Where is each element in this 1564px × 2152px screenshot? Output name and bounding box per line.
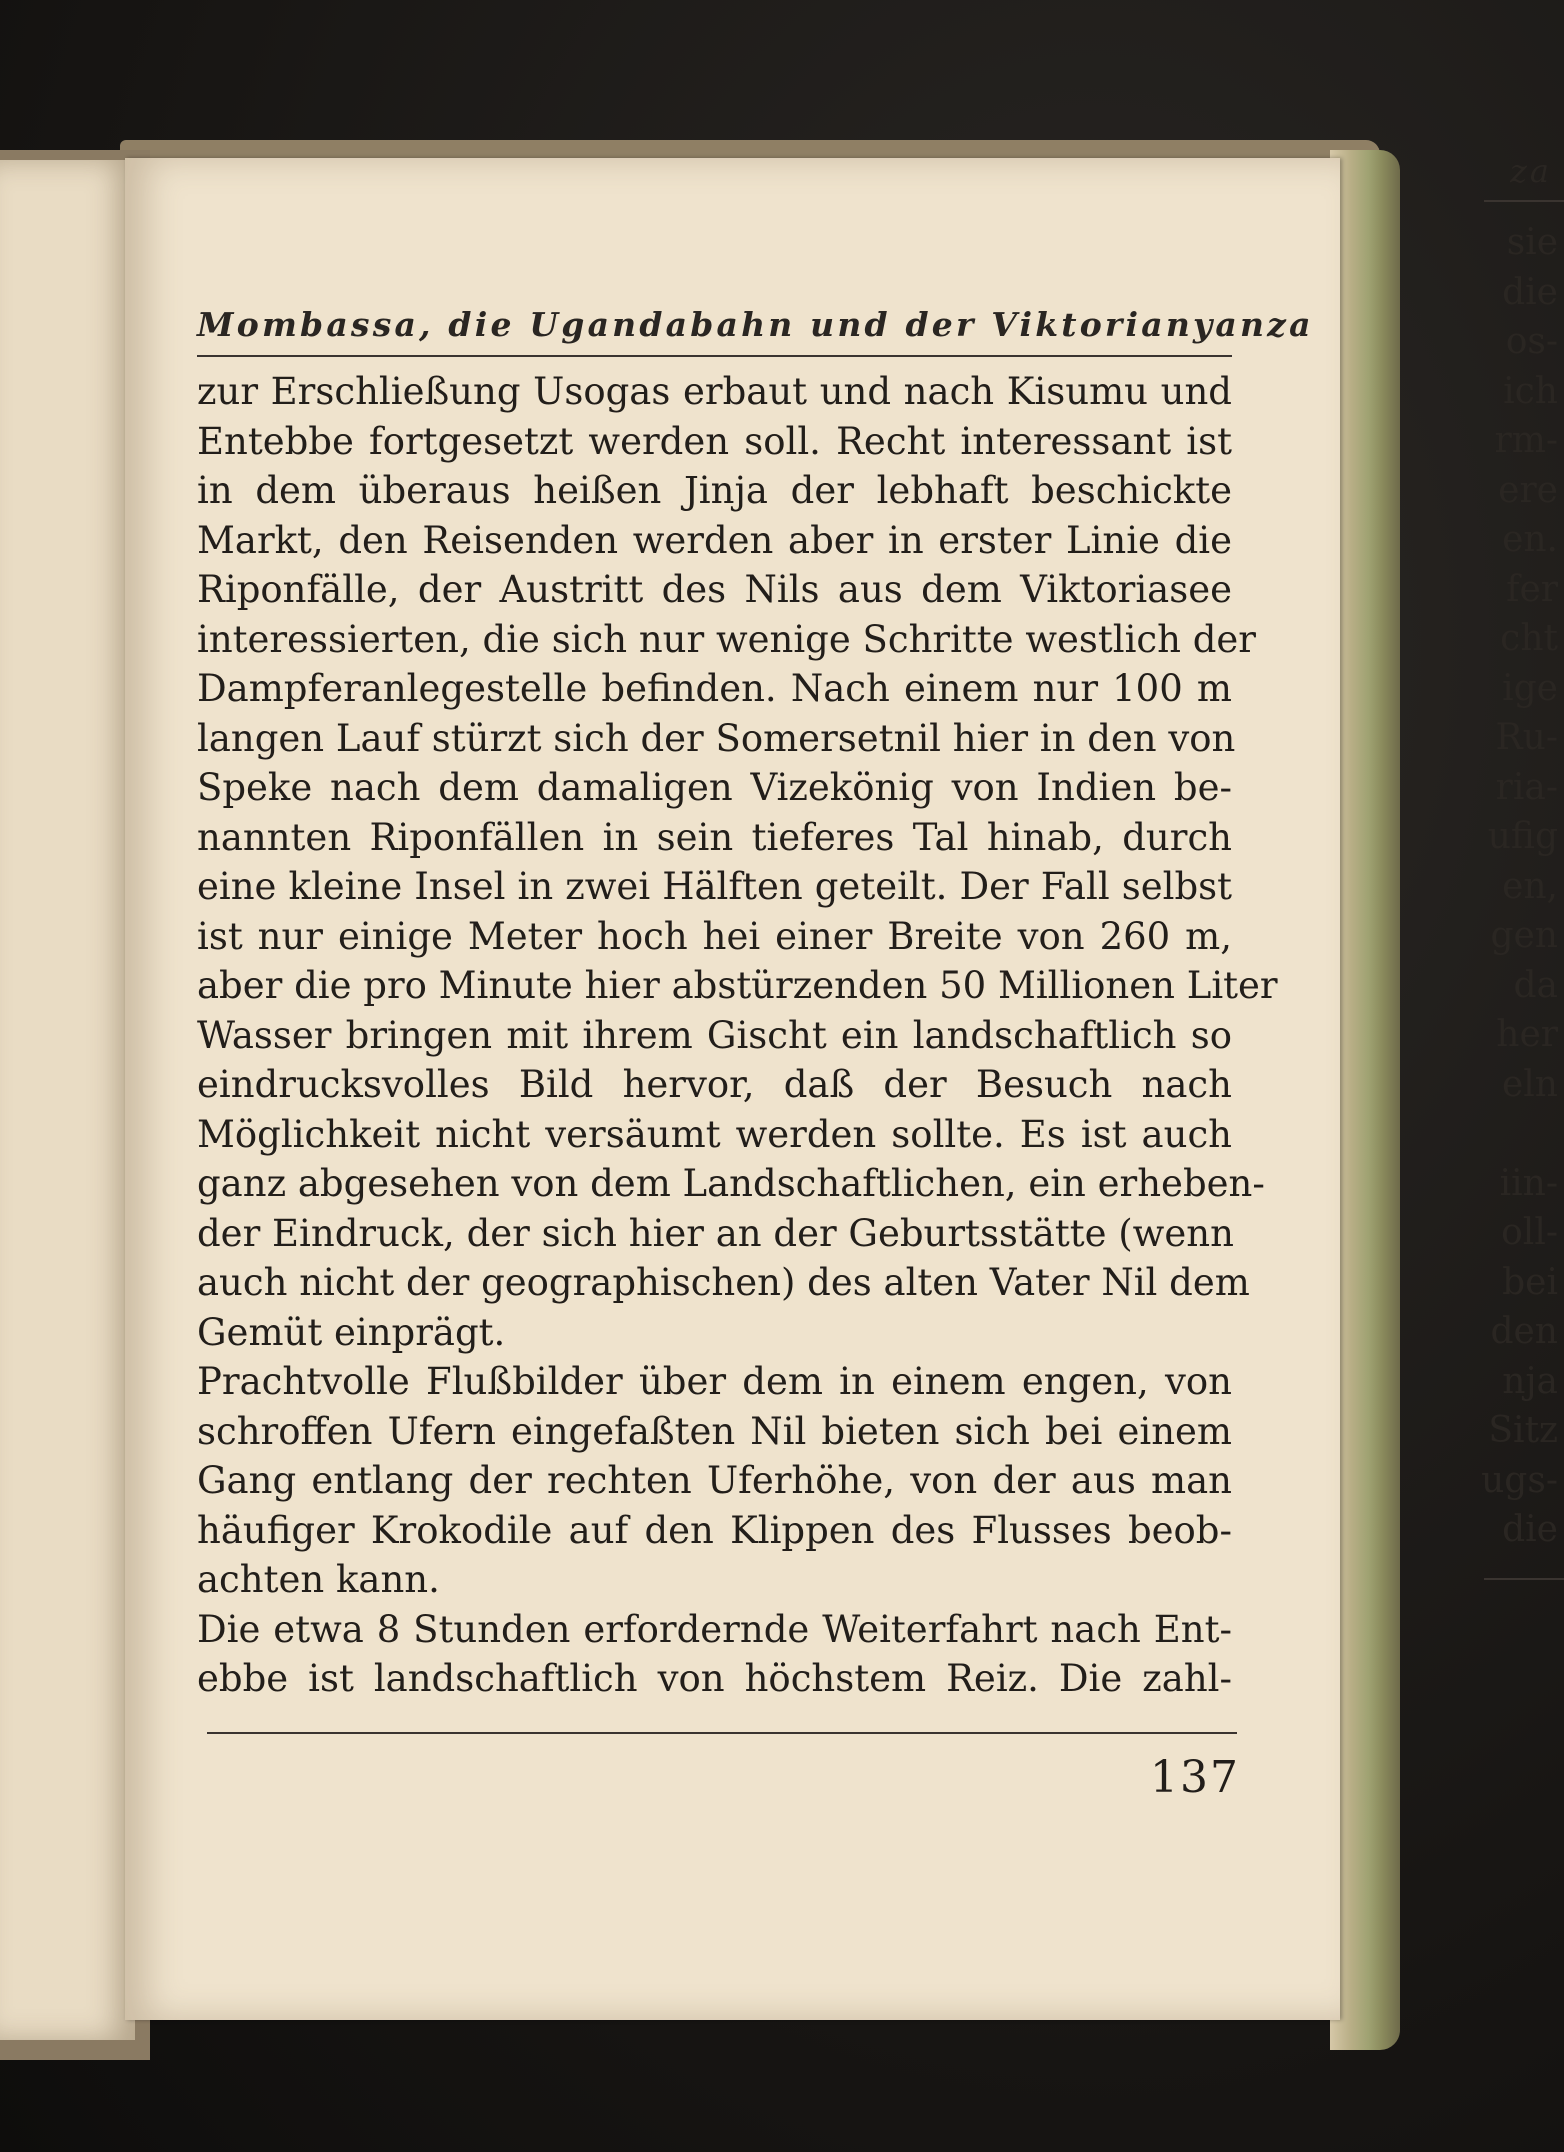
text-line: Speke nach dem damaligen Vizekönig von Indien be-: [197, 766, 1232, 809]
text-line: nannten Riponfällen in sein tieferes Tal hinab, durch: [197, 815, 1232, 859]
left-header-rule: [1484, 200, 1564, 202]
left-page-text-fragments: [1481, 218, 1558, 1555]
text-line: achten kann.: [197, 1558, 440, 1601]
text-line: eindrucksvolles Bild hervor, daß der Besuch nach: [197, 1063, 1232, 1106]
left-text-fragment: cht: [1500, 618, 1558, 659]
left-text-fragment: die: [1502, 271, 1558, 313]
text-line: häufiger Krokodile auf den Klippen des Flusses beob-: [197, 1508, 1232, 1552]
text-line: Gang entlang der rechten Uferhöhe, von der aus man: [197, 1459, 1232, 1502]
text-line: Markt, den Reisenden werden aber in erster Linie die: [197, 518, 1232, 562]
left-text-fragment: oll-: [1501, 1212, 1558, 1253]
left-text-fragment: en,: [1502, 865, 1558, 907]
left-text-fragment: ere: [1498, 469, 1558, 511]
left-text-fragment: da: [1513, 964, 1558, 1006]
left-footer-rule: [1484, 1578, 1564, 1580]
left-text-fragment: die: [1502, 1509, 1558, 1550]
text-line: ebbe ist landschaftlich von höchstem Reiz. Die zahl-: [197, 1657, 1232, 1700]
left-text-fragment: ria-: [1495, 766, 1558, 808]
left-text-fragment: her: [1496, 1014, 1558, 1055]
left-text-fragment: den: [1490, 1311, 1558, 1352]
left-text-fragment: [1481, 1109, 1558, 1159]
running-head: Mombassa, die Ugandabahn und der Viktorianyanza: [197, 305, 1314, 344]
page-number: 137: [1150, 1752, 1240, 1803]
text-line: Wasser bringen mit ihrem Gischt ein landschaftlich so: [197, 1013, 1232, 1057]
left-text-fragment: ich: [1503, 370, 1558, 412]
left-text-fragment: Ru-: [1495, 717, 1558, 758]
text-line: eine kleine Insel in zwei Hälften geteilt. Der Fall selbst: [197, 865, 1232, 908]
text-line: Gemüt einprägt.: [197, 1310, 506, 1354]
left-text-fragment: ugs-: [1481, 1459, 1558, 1501]
left-text-fragment: ufig: [1487, 816, 1558, 857]
header-rule: [197, 355, 1232, 357]
text-line: Prachtvolle Flußbilder über dem in einem engen, von: [197, 1360, 1232, 1403]
left-text-fragment: bei: [1502, 1261, 1558, 1303]
left-text-fragment: fer: [1506, 568, 1558, 610]
left-running-head-fragment: za: [1510, 152, 1552, 190]
text-line: ganz abgesehen von dem Landschaftlichen, ein erheben-: [197, 1162, 1265, 1205]
left-text-fragment: en.: [1502, 519, 1558, 560]
left-text-fragment: os-: [1505, 321, 1558, 362]
text-line: schroffen Ufern eingefaßten Nil bieten sich bei einem: [197, 1409, 1232, 1453]
left-page: [0, 160, 135, 2040]
left-text-fragment: iin-: [1499, 1162, 1558, 1204]
left-text-fragment: eln: [1501, 1063, 1558, 1105]
left-text-fragment: Sitz: [1488, 1410, 1558, 1451]
text-line: langen Lauf stürzt sich der Somersetnil hier in den von: [197, 716, 1236, 760]
text-line: Dampferanlegestelle befinden. Nach einem nur 100 m: [197, 667, 1232, 710]
book-page-edges: [1330, 150, 1400, 2050]
text-line: der Eindruck, der sich hier an der Geburtsstätte (wenn: [197, 1211, 1234, 1255]
text-line: Die etwa 8 Stunden erfordernde Weiterfahrt nach Ent-: [197, 1607, 1232, 1651]
text-line: aber die pro Minute hier abstürzenden 50 Millionen Liter: [197, 964, 1278, 1007]
text-line: Riponfälle, der Austritt des Nils aus dem Viktoriasee: [197, 568, 1232, 611]
text-line: zur Erschließung Usogas erbaut und nach Kisumu und: [197, 370, 1232, 413]
left-text-fragment: rm-: [1494, 420, 1558, 461]
left-text-fragment: nja: [1502, 1360, 1558, 1402]
text-line: auch nicht der geographischen) des alten Vater Nil dem: [197, 1261, 1250, 1304]
text-line: Möglichkeit nicht versäumt werden sollte. Es ist auch: [197, 1112, 1232, 1156]
left-text-fragment: gen: [1490, 915, 1558, 956]
text-line: ist nur einige Meter hoch hei einer Breite von 260 m,: [197, 914, 1232, 958]
left-text-fragment: ige: [1502, 667, 1558, 709]
text-line: interessierten, die sich nur wenige Schritte westlich der: [197, 617, 1256, 661]
text-line: in dem überaus heißen Jinja der lebhaft beschickte: [197, 469, 1232, 512]
footer-rule: [207, 1732, 1237, 1734]
left-text-fragment: sie: [1506, 222, 1558, 263]
text-line: Entebbe fortgesetzt werden soll. Recht interessant ist: [197, 419, 1232, 463]
body-text: [197, 367, 1278, 1704]
